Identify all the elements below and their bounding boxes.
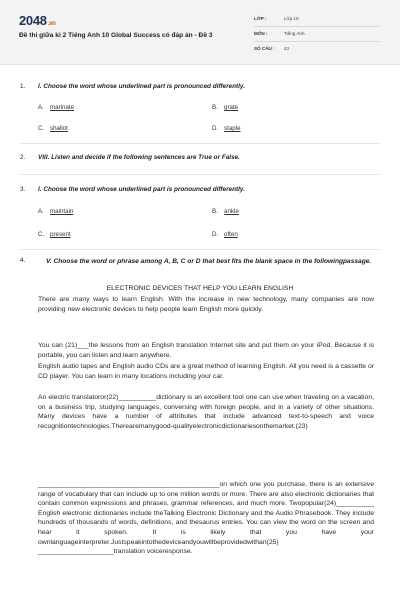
meta-divider xyxy=(254,26,380,27)
option-text: ankle xyxy=(224,208,239,215)
meta-count-value: 43 xyxy=(284,46,290,51)
option-c[interactable] xyxy=(38,125,68,132)
option-letter: C. xyxy=(38,125,45,132)
option-a[interactable] xyxy=(38,208,73,215)
meta-count xyxy=(254,46,289,51)
meta-count-key: SỐ CÂU : xyxy=(254,46,275,51)
option-text: shallot xyxy=(50,125,68,132)
option-text: marinate xyxy=(50,104,75,111)
question-prompt: VIII. Listen and decide if the following sentences are True or False. xyxy=(38,154,240,161)
option-c[interactable] xyxy=(38,231,71,238)
option-letter: B. xyxy=(212,104,218,111)
question-prompt: V. Choose the word or phrase among A, B, C or D that best fits the blank space in the followingpassage. xyxy=(46,258,372,265)
option-b[interactable] xyxy=(212,104,238,111)
meta-subject-key: MÔN : xyxy=(254,31,268,36)
option-d[interactable] xyxy=(212,125,241,132)
option-text: grate xyxy=(224,104,239,111)
passage-paragraph: You can (21)___the lessons from an English translation Internet site and put them on your iPod. Because it is portable, you can listen and learn anywhere. xyxy=(38,342,374,359)
option-d[interactable] xyxy=(212,231,238,238)
meta-class-value: Lớp 10 xyxy=(284,16,299,21)
passage-paragraph: English audio tapes and English audio CDs are a great method of learning English. All you need is a cassette or CD player. You can learn in many locations including your car. xyxy=(38,363,374,380)
option-a[interactable] xyxy=(38,104,74,111)
option-letter: A. xyxy=(38,208,44,215)
passage-paragraph: An electric translatoror(22)__________dictionary is an excellent tool one can use when traveling on a vacation, on a business trip, studying languages, conversing with foreign people, and in a variety of other situations. Many devices have a number of attributes that include advanced text-to-speech and voice recognitiontechnologies.Therearemanygood-qualityelectronicdictionariesonthemarket.(23) xyxy=(38,394,374,430)
question-prompt: I. Choose the word whose underlined part is pronounced differently. xyxy=(38,186,246,193)
option-text: often xyxy=(224,231,238,238)
question-number: 1. xyxy=(20,83,26,90)
meta-subject xyxy=(254,31,305,36)
meta-class-key: LỚP : xyxy=(254,16,267,21)
passage-paragraph: There are many ways to learn English. With the increase in new technology, many companies are now providing new electronic devices to help people learn English more quickly. xyxy=(38,296,374,313)
logo-suffix: .vn xyxy=(47,21,56,27)
exam-title: Đề thi giữa kì 2 Tiếng Anh 10 Global Success có đáp án - Đề 3 xyxy=(19,32,213,39)
meta-divider xyxy=(254,41,380,42)
option-letter: C. xyxy=(38,231,45,238)
question-divider xyxy=(20,174,380,175)
logo-text: 2048 xyxy=(19,13,47,28)
passage-paragraph: ________________________________________________on which one you purchase, there is an extensive range of vocabulary that can include up to one million words or more. There are also electronic dictionaries that contain common expressions and phrases, grammar references, and much more. Twopopular(24)__________ English electronic dictionaries include theTalking Electronic Dictionary and the Audio Phrasebook. They include hundreds of thousands of words, definitions, and thesaurus entries. You can view the word on the screen and hear it spoken. It is likely that you have your ownlanguageinterpreter.Justspeakintothedeviceandyouwillbeprovidedwithan(25) ____________________translation voiceresponse. xyxy=(38,481,374,556)
question-divider xyxy=(20,143,380,144)
option-letter: A. xyxy=(38,104,44,111)
option-text: maintain xyxy=(50,208,74,215)
question-number: 3. xyxy=(20,186,26,193)
passage-title: ELECTRONIC DEVICES THAT HELP YOU LEARN ENGLISH xyxy=(106,285,294,292)
option-text: present xyxy=(50,231,71,238)
option-text: staple xyxy=(224,125,241,132)
option-letter: B. xyxy=(212,208,218,215)
exam-header xyxy=(0,0,400,65)
question-divider xyxy=(20,249,380,250)
option-b[interactable] xyxy=(212,208,239,215)
meta-class xyxy=(254,16,299,21)
site-logo[interactable] xyxy=(19,13,56,28)
option-letter: D. xyxy=(212,125,219,132)
question-prompt: I. Choose the word whose underlined part is pronounced differently. xyxy=(38,83,246,90)
question-number: 2. xyxy=(20,154,26,161)
option-letter: D. xyxy=(212,231,219,238)
question-number: 4. xyxy=(20,257,26,264)
meta-subject-value: Tiếng Anh xyxy=(284,31,305,36)
